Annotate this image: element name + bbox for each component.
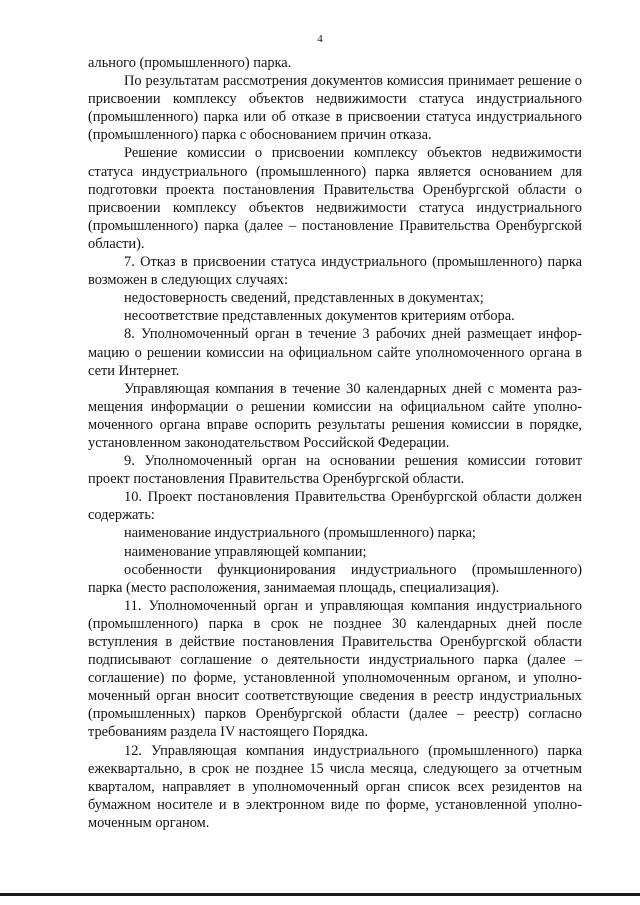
paragraph-item-8: 8. Уполномоченный орган в течение 3 рабочих дней размещает информацию о решении комиссии на официальном сайте уполномоченного органа в сети Интернет. xyxy=(88,326,582,379)
page-number: 4 xyxy=(317,33,323,45)
paragraph-item-9: 9. Уполномоченный орган на основании решения комиссии готовит проект постановления Правительства Оренбургской области. xyxy=(88,453,582,488)
paragraph-item-10: 10. Проект постановления Правительства Оренбургской области должен содержать: xyxy=(88,489,582,524)
paragraph-content-1: наименование индустриального (промышленного) парка; xyxy=(124,525,476,542)
paragraph-content-2: наименование управляющей компании; xyxy=(124,543,367,560)
paragraph-refusal-reason-1: недостоверность сведений, представленных в документах; xyxy=(124,290,484,307)
paragraph-appeal: Управляющая компания в течение 30 календарных дней с момента размещения информации о решении комиссии на официальном сайте уполномоченного органа вправе оспорить результаты решения комиссии в порядке, установленном законодательством Российской Федерации. xyxy=(88,380,582,451)
paragraph-item-12: 12. Управляющая компания индустриального (промышленного) парка ежеквартально, в срок не позднее 15 числа месяца, следующего за отчетным кварталом, направляет в уполномоченный орган список всех резидентов на бумажном носителе и в электронном виде по форме, установленной уполномоченным органом. xyxy=(88,742,582,831)
paragraph-refusal-reason-2: несоответствие представленных документов критериям отбора. xyxy=(124,308,515,325)
bottom-divider xyxy=(0,893,640,896)
paragraph-commission-decision: По результатам рассмотрения документов комиссия принимает решение о присвоении комплексу объектов недвижимости статуса индустриального (промышленного) парка или об отказе в присвоении статуса индустриального (промышленного) парка с обоснованием причин отказа. xyxy=(88,73,582,144)
document-body xyxy=(88,54,582,832)
paragraph-item-7: 7. Отказ в присвоении статуса индустриального (промышленного) парка возможен в следующих случаях: xyxy=(88,254,582,289)
paragraph-item-11: 11. Уполномоченный орган и управляющая компания индустриального (промышленного) парка в срок не позднее 30 календарных дней после вступления в действие постановления Правительства Оренбургской области подписывают соглашение о деятельности индустриального парка (далее – соглашение) по форме, установленной уполномоченным органом, и уполномоченный орган вносит соответствующие сведения в реестр индустриальных (промышленных) парков Оренбургской области (далее – реестр) согласно требованиям раздела IV настоящего Порядка. xyxy=(88,597,582,741)
paragraph-continuation: ального (промышленного) парка. xyxy=(88,55,292,71)
paragraph-decision-basis: Решение комиссии о присвоении комплексу объектов недвижимости статуса индустриального (промышленного) парка является основанием для подготовки проекта постановления Правительства Оренбургской области о присвоении комплексу объектов недвижимости статуса индустриального (промышленного) парка (далее – постановление Правительства Оренбургской области). xyxy=(88,145,582,252)
paragraph-content-3: особенности функционирования индустриального (промышленного) парка (место расположения, занимаемая площадь, специализация). xyxy=(88,561,582,596)
